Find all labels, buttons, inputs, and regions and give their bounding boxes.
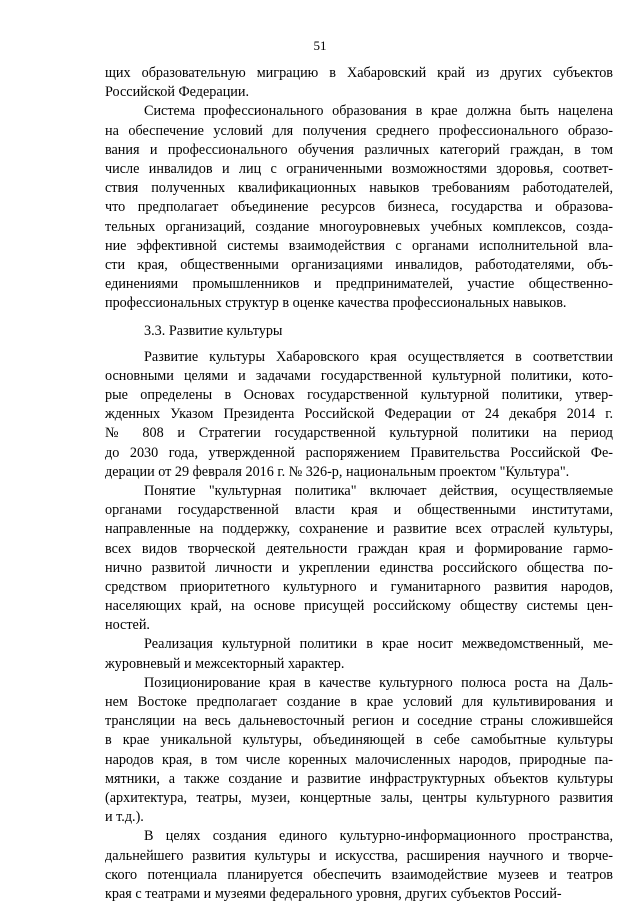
- paragraph: [105, 827, 613, 904]
- text-line: Понятие "культурная политика" включает действия, осуществляемые: [144, 482, 613, 499]
- text-line: края с театрами и музеями федерального уровня, других субъектов Россий-: [105, 885, 562, 902]
- text-line: населяющих край, на основе присущей российскому обществу системы цен-: [105, 598, 613, 615]
- text-line: Реализация культурной политики в крае носит межведомственный, ме-: [144, 636, 613, 653]
- text-line: № 808 и Стратегии государственной культурной политики на период: [105, 425, 613, 442]
- text-line: направленные на поддержку, сохранение и развитие всех отраслей культуры,: [105, 521, 613, 538]
- paragraph: [105, 102, 613, 313]
- text-line: щих образовательную миграцию в Хабаровский край из других субъектов: [105, 65, 613, 81]
- text-line: вания и профессионального обучения различных категорий граждан, в том: [105, 141, 613, 158]
- text-line: Развитие культуры Хабаровского края осуществляется в соответствии: [144, 348, 613, 365]
- text-line: Позиционирование края в качестве культурного полюса роста на Даль-: [144, 674, 613, 691]
- paragraph: [105, 674, 613, 828]
- text-line: и т.д.).: [105, 809, 144, 826]
- paragraph: [105, 348, 613, 482]
- text-line: Российской Федерации.: [105, 84, 250, 101]
- text-line: на обеспечение условий для получения среднего профессионального образо-: [105, 122, 613, 139]
- text-line: основными целями и задачами государственной культурной политики, кото-: [105, 367, 613, 384]
- text-line: ние эффективной системы взаимодействия с органами исполнительной вла-: [105, 237, 613, 254]
- text-line: мятники, а также создание и развитие инфраструктурных объектов культуры: [105, 770, 613, 787]
- paragraph: [105, 635, 613, 673]
- text-line: до 2030 года, утвержденной распоряжением Правительства Российской Фе-: [105, 444, 613, 461]
- text-line: ского потенциала планируется обеспечить взаимодействие музеев и театров: [105, 866, 613, 883]
- text-line: Система профессионального образования в крае должна быть нацелена: [144, 103, 613, 120]
- text-line: дерации от 29 февраля 2016 г. № 326-р, национальным проектом "Культура".: [105, 463, 570, 480]
- text-line: трансляции на весь дальневосточный регион и соседние страны сложившейся: [105, 713, 613, 730]
- section-heading: 3.3. Развитие культуры: [144, 323, 283, 340]
- text-line: сти края, общественными организациями инвалидов, работодателями, объ-: [105, 256, 613, 273]
- paragraph: [105, 64, 613, 102]
- text-line: что предполагает объединение ресурсов бизнеса, государства и образова-: [105, 199, 613, 216]
- text-line: в крае уникальной культуры, объединяющей в себе самобытные культуры: [105, 732, 613, 749]
- text-line: ностей.: [105, 617, 150, 634]
- text-line: (архитектура, театры, музеи, концертные залы, центры культурного развития: [105, 789, 613, 806]
- text-line: тельных организаций, создание многоуровневых учебных комплексов, созда-: [105, 218, 613, 235]
- text-line: рые определены в Основах государственной культурной политики, утвер-: [105, 387, 613, 403]
- text-line: жденных Указом Президента Российской Федерации от 24 декабря 2014 г.: [105, 406, 613, 423]
- text-line: ствия полученных квалификационных навыков требованиям работодателей,: [105, 180, 613, 197]
- text-line: дальнейшего развития культуры и искусства, расширения научного и творче-: [105, 847, 613, 864]
- text-line: нично развитой личности и укреплении единства российского общества по-: [105, 559, 613, 576]
- text-line: В целях создания единого культурно-информационного пространства,: [144, 828, 613, 845]
- text-line: журовневый и межсекторный характер.: [105, 655, 345, 672]
- text-line: всех видов творческой деятельности граждан края и формирование гармо-: [105, 540, 613, 557]
- text-line: единениями промышленников и предпринимателей, участие общественно-: [105, 276, 613, 293]
- document-body: [105, 64, 613, 904]
- page-number: 51: [313, 38, 327, 53]
- text-line: числе инвалидов и лиц с ограниченными возможностями здоровья, соответ-: [105, 160, 613, 177]
- text-line: органами государственной власти края и общественными институтами,: [105, 502, 613, 519]
- text-line: профессиональных структур в оценке качества профессиональных навыков.: [105, 295, 567, 312]
- text-line: народов края, в том числе коренных малочисленных народов, природные па-: [105, 751, 613, 768]
- text-line: средством приоритетного культурного и гуманитарного развития народов,: [105, 578, 613, 595]
- paragraph: [105, 482, 613, 636]
- text-line: нем Востоке предполагает создание в крае условий для культивирования и: [105, 694, 613, 710]
